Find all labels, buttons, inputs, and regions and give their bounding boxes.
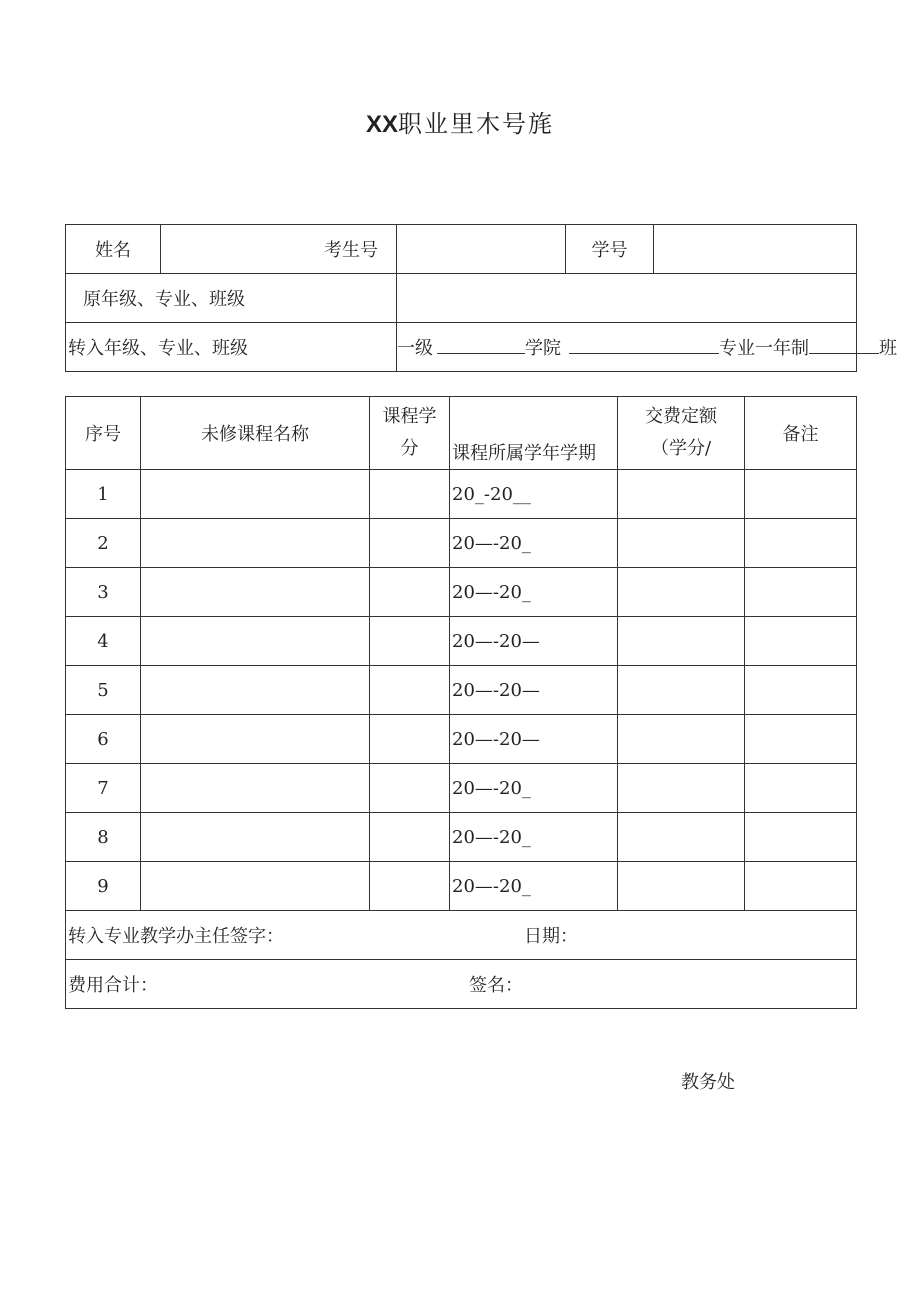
transfer-grade-text: 一级 bbox=[397, 338, 433, 359]
fee-header-line2: （学分/ bbox=[650, 438, 712, 459]
fee-total-row[interactable] bbox=[66, 960, 857, 1009]
seq-header: 序号 bbox=[66, 397, 141, 470]
row-seq: 4 bbox=[66, 617, 141, 666]
original-class-label: 原年级、专业、班级 bbox=[66, 274, 397, 323]
fee-cell[interactable] bbox=[618, 764, 745, 813]
note-cell[interactable] bbox=[745, 813, 857, 862]
term-cell[interactable]: 20—-20_ bbox=[450, 764, 618, 813]
fee-header bbox=[618, 397, 745, 470]
college-blank[interactable] bbox=[437, 335, 525, 354]
course-name-cell[interactable] bbox=[141, 568, 370, 617]
note-cell[interactable] bbox=[745, 568, 857, 617]
course-name-cell[interactable] bbox=[141, 617, 370, 666]
course-name-cell[interactable] bbox=[141, 862, 370, 911]
student-no-field[interactable] bbox=[654, 225, 857, 274]
row-seq: 3 bbox=[66, 568, 141, 617]
credit-header bbox=[370, 397, 450, 470]
date-label: 日期： bbox=[524, 926, 578, 947]
term-cell[interactable]: 20—-20— bbox=[450, 715, 618, 764]
courses-table bbox=[65, 396, 857, 1009]
fee-cell[interactable] bbox=[618, 666, 745, 715]
fee-cell[interactable] bbox=[618, 617, 745, 666]
note-cell[interactable] bbox=[745, 764, 857, 813]
credit-cell[interactable] bbox=[370, 666, 450, 715]
credit-cell[interactable] bbox=[370, 617, 450, 666]
fee-cell[interactable] bbox=[618, 715, 745, 764]
fee-cell[interactable] bbox=[618, 813, 745, 862]
credit-cell[interactable] bbox=[370, 470, 450, 519]
term-cell[interactable]: 20—-20— bbox=[450, 666, 618, 715]
credit-cell[interactable] bbox=[370, 862, 450, 911]
course-name-cell[interactable] bbox=[141, 813, 370, 862]
title-text: 职业里木号旄 bbox=[398, 110, 554, 138]
transfer-college-text: 学院 bbox=[525, 338, 561, 359]
table-row bbox=[66, 519, 857, 568]
note-cell[interactable] bbox=[745, 519, 857, 568]
row-seq: 5 bbox=[66, 666, 141, 715]
table-row bbox=[66, 715, 857, 764]
course-name-cell[interactable] bbox=[141, 764, 370, 813]
note-cell[interactable] bbox=[745, 715, 857, 764]
credit-header-line2: 分 bbox=[400, 438, 419, 459]
term-cell[interactable]: 20_-20__ bbox=[450, 470, 618, 519]
fee-header-line1: 交费定额 bbox=[645, 406, 717, 427]
course-name-cell[interactable] bbox=[141, 715, 370, 764]
term-cell[interactable]: 20—-20_ bbox=[450, 519, 618, 568]
row-seq: 8 bbox=[66, 813, 141, 862]
credit-cell[interactable] bbox=[370, 715, 450, 764]
credit-header-line1: 课程学 bbox=[382, 406, 437, 427]
original-class-field[interactable] bbox=[397, 274, 857, 323]
credit-cell[interactable] bbox=[370, 813, 450, 862]
credit-cell[interactable] bbox=[370, 568, 450, 617]
term-cell[interactable]: 20—-20— bbox=[450, 617, 618, 666]
credit-cell[interactable] bbox=[370, 519, 450, 568]
name-label: 姓名 bbox=[66, 225, 161, 274]
director-signature-row[interactable] bbox=[66, 911, 857, 960]
course-name-cell[interactable] bbox=[141, 470, 370, 519]
fee-cell[interactable] bbox=[618, 862, 745, 911]
table-row bbox=[66, 813, 857, 862]
director-signature-label: 转入专业教学办主任签字： bbox=[68, 926, 284, 947]
transfer-major-text: 专业一年制 bbox=[719, 338, 809, 359]
table-row bbox=[66, 666, 857, 715]
row-seq: 7 bbox=[66, 764, 141, 813]
table-row bbox=[66, 764, 857, 813]
transfer-class-label: 转入年级、专业、班级 bbox=[66, 323, 397, 372]
signature-label: 签名： bbox=[469, 975, 523, 996]
table-row bbox=[66, 617, 857, 666]
course-name-cell[interactable] bbox=[141, 519, 370, 568]
term-cell[interactable]: 20—-20_ bbox=[450, 568, 618, 617]
transfer-class-field[interactable] bbox=[397, 323, 897, 372]
table-row bbox=[66, 862, 857, 911]
exam-no-field[interactable] bbox=[397, 225, 566, 274]
term-header: 课程所属学年学期 bbox=[450, 397, 618, 470]
student-no-label: 学号 bbox=[566, 225, 654, 274]
note-cell[interactable] bbox=[745, 470, 857, 519]
exam-no-label: 考生号 bbox=[161, 225, 397, 274]
fee-cell[interactable] bbox=[618, 568, 745, 617]
table-row bbox=[66, 568, 857, 617]
term-cell[interactable]: 20—-20_ bbox=[450, 813, 618, 862]
note-cell[interactable] bbox=[745, 617, 857, 666]
fee-cell[interactable] bbox=[618, 519, 745, 568]
fee-cell[interactable] bbox=[618, 470, 745, 519]
note-cell[interactable] bbox=[745, 862, 857, 911]
title-prefix: XX bbox=[365, 111, 398, 138]
note-header: 备注 bbox=[745, 397, 857, 470]
row-seq: 2 bbox=[66, 519, 141, 568]
class-blank[interactable] bbox=[809, 335, 879, 354]
page-title bbox=[0, 104, 920, 139]
credit-cell[interactable] bbox=[370, 764, 450, 813]
course-name-cell[interactable] bbox=[141, 666, 370, 715]
table-row bbox=[66, 470, 857, 519]
fee-total-label: 费用合计： bbox=[68, 975, 158, 996]
row-seq: 6 bbox=[66, 715, 141, 764]
academic-affairs-office: 教务处 bbox=[681, 1072, 735, 1093]
major-blank[interactable] bbox=[569, 335, 719, 354]
note-cell[interactable] bbox=[745, 666, 857, 715]
student-info-table bbox=[65, 224, 897, 372]
row-seq: 9 bbox=[66, 862, 141, 911]
course-name-header: 未修课程名称 bbox=[141, 397, 370, 470]
transfer-class-text: 班 bbox=[879, 338, 897, 359]
row-seq: 1 bbox=[66, 470, 141, 519]
term-cell[interactable]: 20—-20_ bbox=[450, 862, 618, 911]
